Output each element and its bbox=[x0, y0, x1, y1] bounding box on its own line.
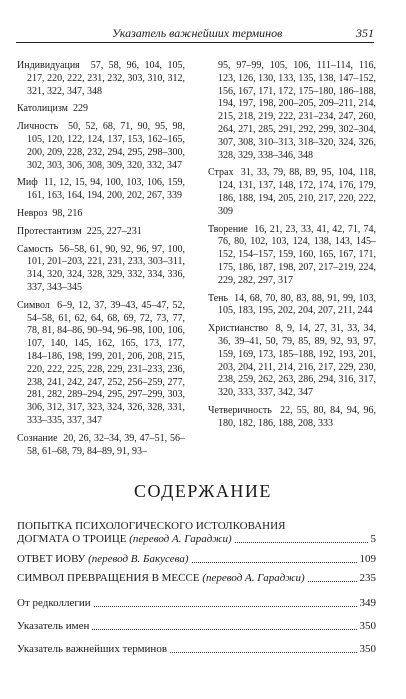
running-head bbox=[16, 26, 374, 43]
toc-leader-dots bbox=[92, 629, 356, 630]
index-term: Миф bbox=[17, 177, 38, 189]
running-head-title: Указатель важнейших терминов bbox=[112, 26, 283, 40]
toc-item-page: 235 bbox=[359, 572, 376, 584]
index-entry-continued bbox=[208, 60, 376, 162]
index-entry bbox=[17, 60, 185, 98]
index-entry bbox=[208, 293, 376, 319]
toc-item[interactable] bbox=[17, 553, 376, 566]
toc-item-title: Указатель важнейших терминов bbox=[17, 643, 168, 655]
toc-item-title: СИМВОЛ ПРЕВРАЩЕНИЯ В МЕССЕ bbox=[17, 572, 200, 584]
index-refs: 6–9, 12, 37, 39–43, 45–47, 52, 54–58, 61, 62, 64, 68, 69, 72, 73, 77, 78, 81, 84–86, 90–94, 96–98, 100, 106, 107, 140, 145, 162, 165, 173, 177, 184–186, 198, 199, 201, 206, 208, 215, 220, 222, 225, 228, 229, 231–233, 236, 238, 241, 242, 247, 252, 256–259, 277, 281, 282, 289–294, 295, 297–299, 303, 306, 312, 317, 323, 324, 326, 328, 331, 333–335, 337, 347 bbox=[27, 299, 186, 426]
index-entry bbox=[208, 405, 376, 431]
index-column-right bbox=[208, 60, 376, 436]
toc-item-translator: (перевод А. Гараджи) bbox=[202, 572, 305, 584]
index-refs: 8, 9, 14, 27, 31, 33, 34, 36, 39–41, 50, 79, 85, 89, 92, 93, 97, 159, 169, 173, 185–188, 192, 193, 201, 203, 204, 211, 214, 216, 217, 229, 230, 238, 259, 262, 263, 286, 294, 316, 317, 320, 333, 337, 342, 347 bbox=[218, 323, 376, 399]
index-refs: 31, 33, 79, 88, 89, 95, 104, 118, 124, 131, 137, 148, 172, 174, 176, 179, 186, 188, 194, 205, 210, 217, 220, 222, 309 bbox=[218, 167, 376, 217]
index-term: Сознание bbox=[17, 432, 58, 444]
index-entry bbox=[17, 103, 185, 116]
toc-item-title-line1: ПОПЫТКА ПСИХОЛОГИЧЕСКОГО ИСТОЛКОВАНИЯ bbox=[17, 520, 286, 532]
index-term: Христианство bbox=[208, 323, 268, 335]
toc-item-title: ОТВЕТ ИОВУ bbox=[17, 553, 86, 565]
contents-heading: СОДЕРЖАНИЕ bbox=[134, 481, 272, 501]
table-of-contents bbox=[17, 520, 376, 656]
index-refs: 95, 97–99, 105, 106, 111–114, 116, 123, 126, 130, 133, 135, 138, 147–152, 156, 167, 171, 172, 175–180, 186–188, 194, 197, 198, 200–205, 209–211, 214, 215, 218, 219, 222, 231–234, 247, 260, 264, 271, 285, 291, 292, 299, 302–304, 307, 308, 310–313, 318–320, 324, 326, 328, 329, 338–346, 348 bbox=[218, 60, 376, 161]
index-refs: 98, 216 bbox=[52, 207, 83, 219]
index-term: Индивидуация bbox=[17, 60, 80, 71]
index-entry bbox=[208, 167, 376, 218]
index-refs: 14, 68, 70, 80, 83, 88, 91, 99, 103, 105, 183, 195, 202, 204, 207, 211, 244 bbox=[218, 292, 377, 317]
toc-item-page: 350 bbox=[359, 643, 376, 655]
toc-item[interactable] bbox=[17, 520, 376, 546]
toc-item-translator: (перевод В. Бакусева) bbox=[88, 553, 189, 565]
index-column-left bbox=[17, 60, 185, 463]
index-refs: 225, 227–231 bbox=[86, 225, 142, 237]
index-term: Символ bbox=[17, 299, 50, 311]
index-refs: 229 bbox=[73, 103, 89, 115]
index-entry bbox=[17, 226, 185, 239]
index-entry bbox=[17, 300, 185, 428]
index-term: Личность bbox=[17, 121, 59, 133]
toc-item-translator: (перевод А. Гараджи) bbox=[129, 533, 232, 545]
toc-item-title: ДОГМАТА О ТРОИЦЕ bbox=[17, 533, 127, 545]
index-refs: 16, 21, 23, 33, 41, 42, 71, 74, 76, 80, 102, 103, 124, 138, 143, 145–152, 154–157, 159, 160, 165, 167, 171, 175, 186, 187, 198, 207, 217–219, 224, 229, 282, 297, 317 bbox=[218, 223, 377, 286]
index-term: Страх bbox=[208, 167, 234, 179]
index-refs: 20, 26, 32–34, 39, 47–51, 56–58, 61–68, 79, 84–89, 91, 93– bbox=[27, 432, 186, 457]
toc-item[interactable] bbox=[17, 620, 376, 633]
index-term: Самость bbox=[17, 243, 54, 255]
toc-item[interactable] bbox=[17, 643, 376, 656]
index-entry bbox=[17, 433, 185, 459]
index-refs: 57, 58, 96, 104, 105, 217, 220, 222, 231, 232, 303, 310, 312, 321, 322, 347, 348 bbox=[27, 60, 186, 97]
toc-leader-dots bbox=[170, 652, 356, 653]
index-refs: 11, 12, 15, 94, 100, 103, 106, 159, 161, 163, 164, 194, 200, 202, 267, 339 bbox=[27, 177, 185, 202]
index-term: Невроз bbox=[17, 207, 48, 219]
index-entry bbox=[17, 177, 185, 203]
index-term: Католицизм bbox=[17, 103, 69, 115]
index-term: Творение bbox=[208, 223, 248, 235]
index-entry bbox=[17, 121, 185, 172]
toc-item-page: 350 bbox=[359, 620, 376, 632]
index-entry bbox=[17, 208, 185, 221]
toc-item-title: От редколлегии bbox=[17, 597, 91, 609]
toc-item-page: 5 bbox=[370, 533, 376, 545]
toc-leader-dots bbox=[192, 562, 357, 563]
toc-leader-dots bbox=[94, 606, 357, 607]
toc-leader-dots bbox=[308, 581, 357, 582]
toc-leader-dots bbox=[235, 542, 368, 543]
index-refs: 56–58, 61, 90, 92, 96, 97, 100, 101, 201–203, 221, 231, 233, 303–311, 314, 320, 324, 328, 329, 332, 334, 336, 337, 343–345 bbox=[27, 243, 185, 293]
index-refs: 50, 52, 68, 71, 90, 95, 98, 105, 120, 122, 124, 137, 153, 162–165, 200, 209, 228, 232, 294, 295, 298–300, 302, 303, 306, 308, 309, 320, 332, 347 bbox=[27, 121, 186, 171]
index-term: Протестантизм bbox=[17, 225, 82, 237]
index-entry bbox=[17, 244, 185, 295]
index-entry bbox=[208, 224, 376, 288]
toc-item-page: 109 bbox=[359, 553, 376, 565]
page-number: 351 bbox=[356, 26, 374, 40]
index-term: Четверичность bbox=[208, 404, 272, 416]
index-entry bbox=[208, 323, 376, 400]
index-refs: 22, 55, 80, 84, 94, 96, 180, 182, 186, 188, 208, 333 bbox=[218, 404, 377, 429]
toc-item-page: 349 bbox=[359, 597, 376, 609]
toc-item[interactable] bbox=[17, 597, 376, 610]
index-term: Тень bbox=[208, 292, 229, 304]
toc-item-title: Указатель имен bbox=[17, 620, 90, 632]
toc-item[interactable] bbox=[17, 572, 376, 585]
